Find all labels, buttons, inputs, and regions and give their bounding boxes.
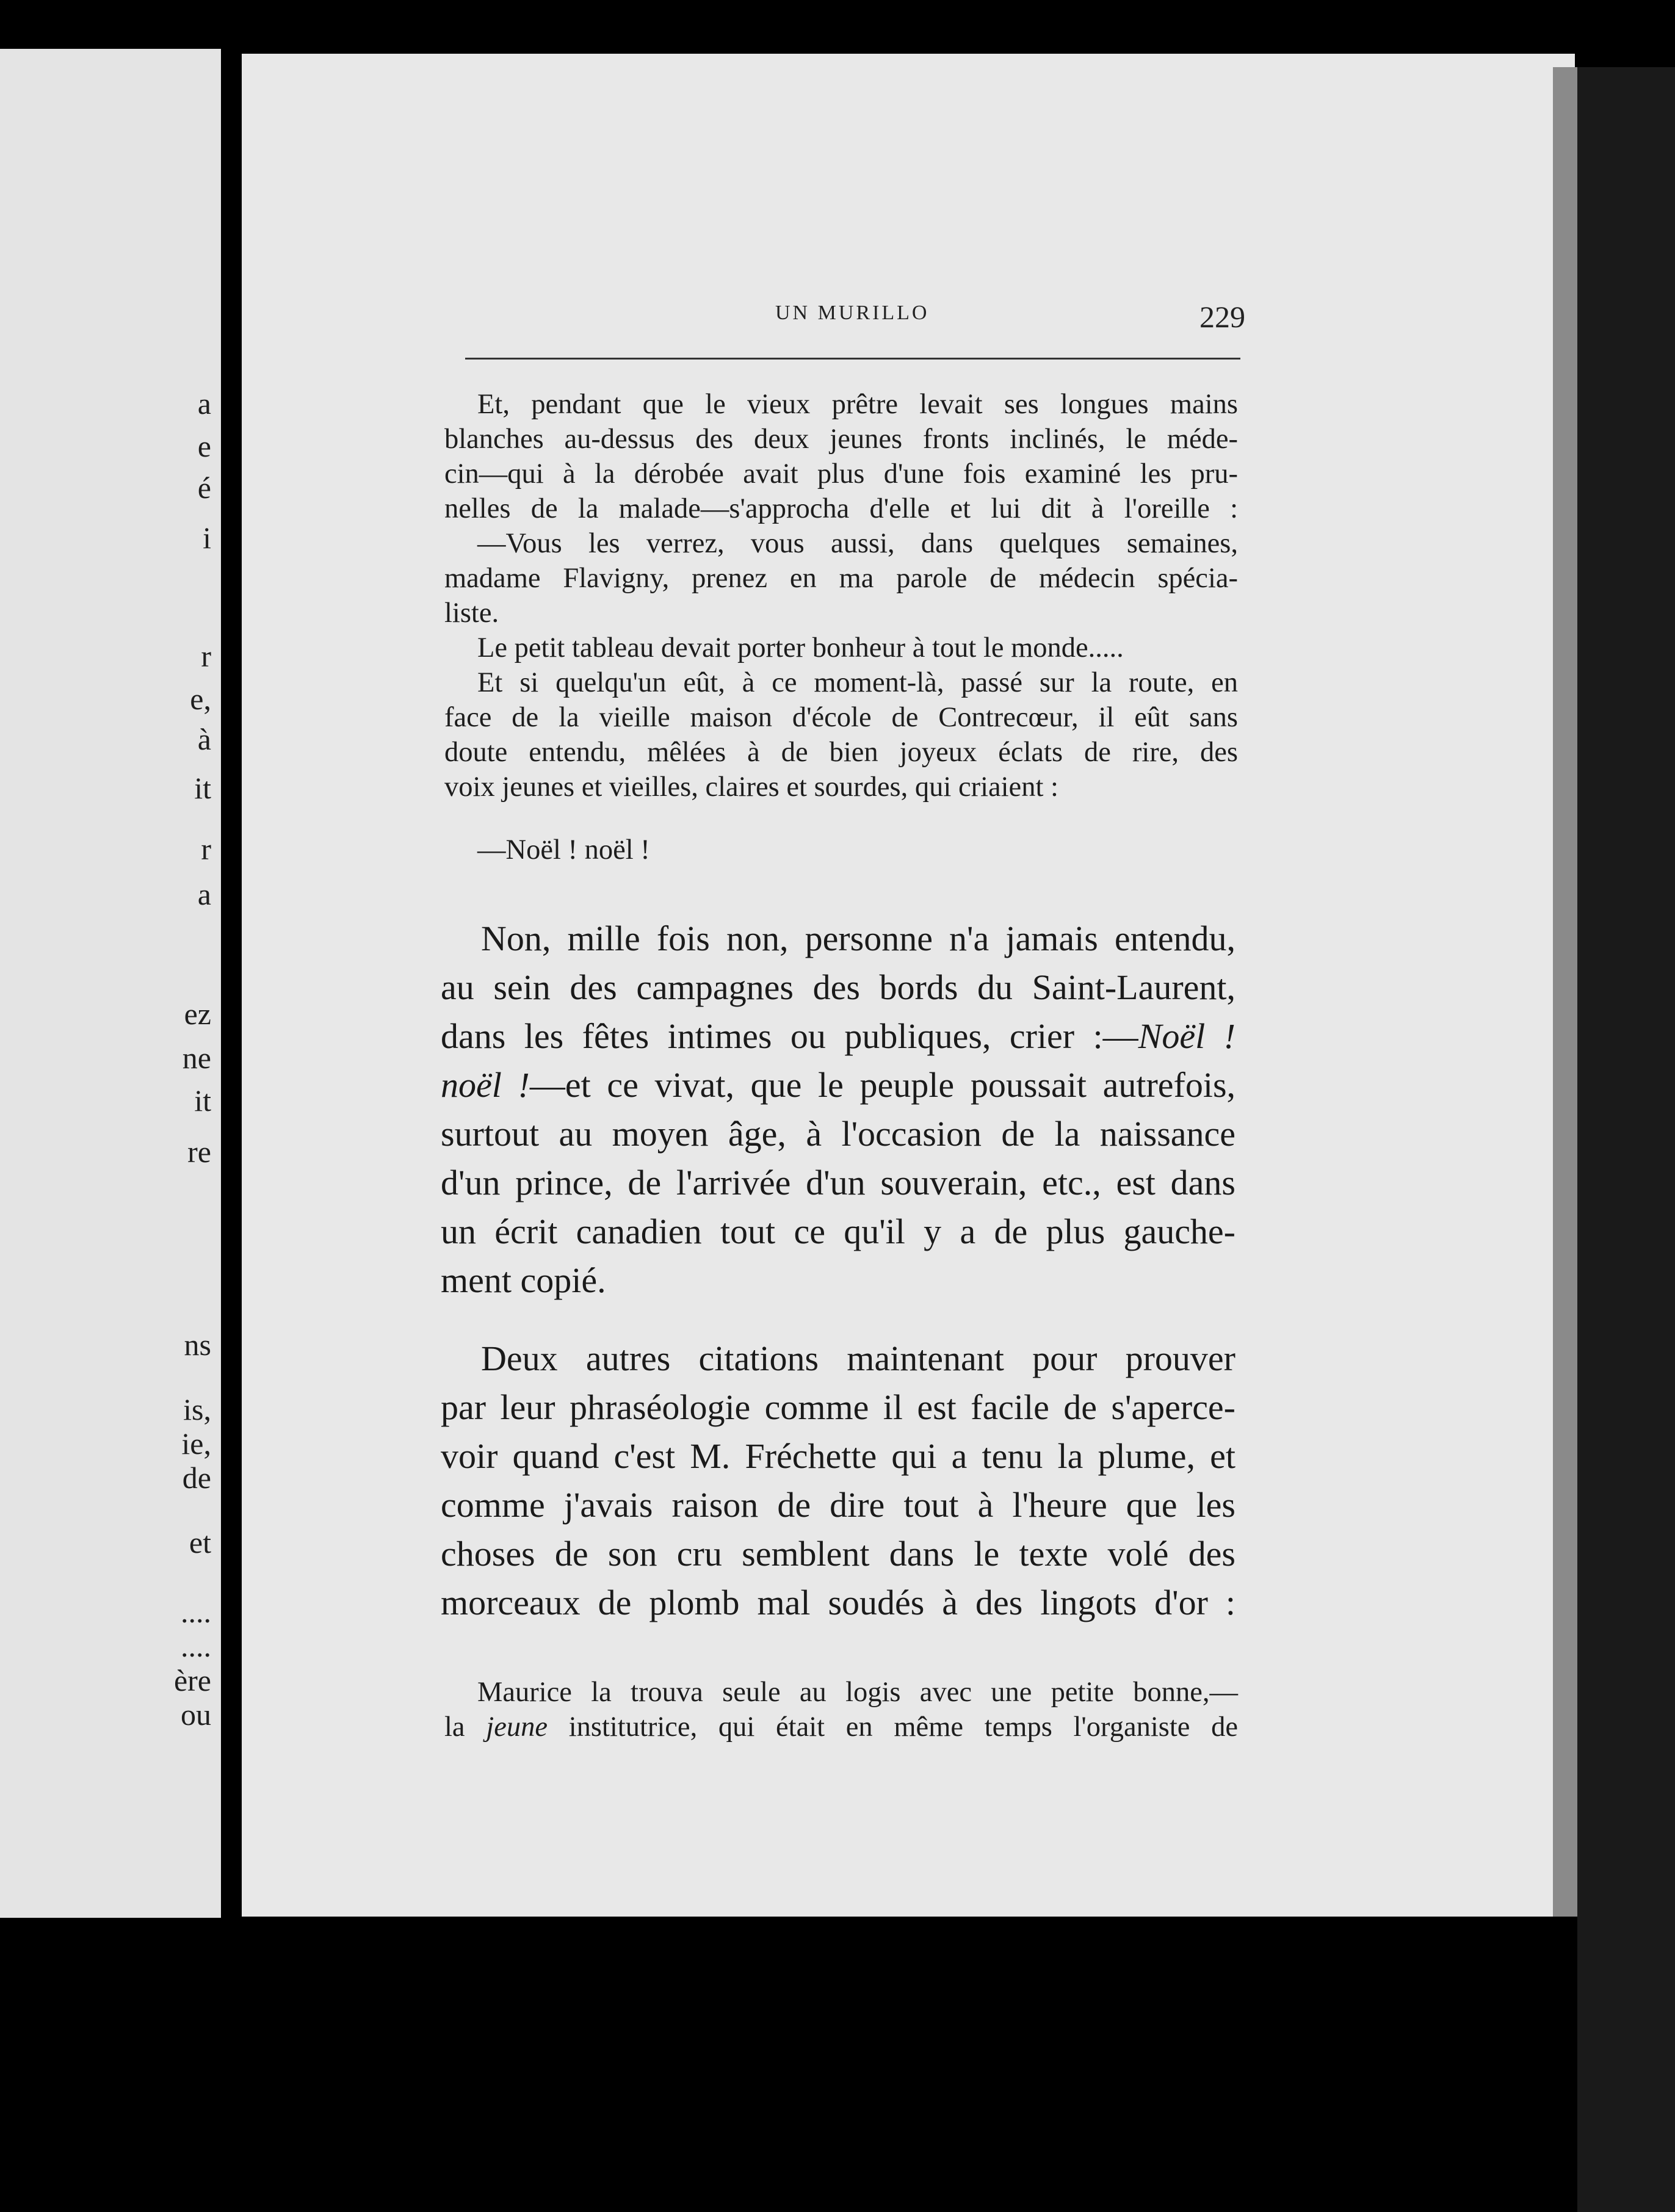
prev-page-fragment: ....	[181, 1595, 211, 1629]
page-edge-shadow	[1553, 67, 1577, 1917]
prev-page-fragment: et	[189, 1525, 211, 1560]
noel-exclamation: —Noël ! noël !	[477, 834, 650, 866]
prev-page-fragment: re	[187, 1135, 211, 1169]
body-paragraph-2	[441, 1334, 1235, 1627]
prev-page-fragment: a	[197, 877, 211, 911]
body-line: par leur phraséologie comme il est facile de s'aperce-	[441, 1387, 1235, 1427]
quoted-passage-2	[444, 1675, 1238, 1744]
body-line: Deux autres citations maintenant pour prouver	[481, 1339, 1235, 1378]
quote-line: Et, pendant que le vieux prêtre levait ses longues mains	[477, 389, 1238, 420]
quote-line: nelles de la malade—s'approcha d'elle et lui dit à l'oreille :	[444, 493, 1238, 524]
prev-page-fragment: de	[182, 1461, 211, 1495]
body-line: morceaux de plomb mal soudés à des lingots d'or :	[441, 1583, 1235, 1622]
prev-page-fragment: ne	[182, 1041, 211, 1075]
body-line: comme j'avais raison de dire tout à l'heure que les	[441, 1485, 1235, 1525]
prev-page-fragment: e,	[190, 682, 211, 716]
quote-line: liste.	[444, 598, 499, 629]
quote-text: la	[444, 1711, 487, 1743]
prev-page-fragment: it	[194, 1083, 211, 1118]
quote-line: voix jeunes et vieilles, claires et sourdes, qui criaient :	[444, 772, 1058, 803]
body-line-text: dans les fêtes intimes ou publiques, crier :—	[441, 1016, 1138, 1056]
quote-line: blanches au-dessus des deux jeunes fronts inclinés, le méde-	[444, 424, 1238, 455]
prev-page-fragment: ie,	[181, 1426, 211, 1461]
quote-line: madame Flavigny, prenez en ma parole de médecin spécia-	[444, 563, 1238, 594]
body-line: un écrit canadien tout ce qu'il y a de plus gauche-	[441, 1212, 1235, 1251]
body-line: ment copié.	[441, 1260, 606, 1300]
prev-page-fragment: e	[197, 429, 211, 463]
quote-italic: jeune	[486, 1711, 548, 1743]
quote-line: Et si quelqu'un eût, à ce moment-là, passé sur la route, en	[477, 667, 1238, 698]
body-line-italic: Noël !	[1138, 1016, 1235, 1056]
prev-page-fragment: r	[201, 639, 211, 673]
body-line: choses de son cru semblent dans le texte volé des	[441, 1534, 1235, 1574]
quote-line: Maurice la trouva seule au logis avec une petite bonne,—	[477, 1677, 1238, 1708]
prev-page-fragment: is,	[183, 1392, 211, 1426]
quote-line: —Vous les verrez, vous aussi, dans quelques semaines,	[477, 528, 1238, 559]
prev-page-fragment: é	[197, 471, 211, 505]
quoted-passage-1	[444, 387, 1238, 804]
quote-line: cin—qui à la dérobée avait plus d'une fois examiné les pru-	[444, 458, 1238, 490]
body-line: d'un prince, de l'arrivée d'un souverain, etc., est dans	[441, 1163, 1235, 1202]
binding-gutter	[1577, 67, 1675, 2212]
previous-page-edge	[0, 49, 221, 1918]
prev-page-fragment: ou	[181, 1697, 211, 1732]
quote-line: doute entendu, mêlées à de bien joyeux éclats de rire, des	[444, 737, 1238, 768]
quote-line: Le petit tableau devait porter bonheur à tout le monde.....	[477, 632, 1124, 663]
running-head-title: UN MURILLO	[775, 302, 930, 324]
body-line: au sein des campagnes des bords du Saint-Laurent,	[441, 967, 1235, 1007]
body-line: Non, mille fois non, personne n'a jamais entendu,	[481, 919, 1235, 958]
header-rule	[465, 358, 1240, 360]
prev-page-fragment: ère	[173, 1663, 211, 1697]
body-line: voir quand c'est M. Fréchette qui a tenu la plume, et	[441, 1436, 1235, 1476]
body-line	[441, 1061, 1235, 1110]
page-number: 229	[1199, 300, 1245, 334]
prev-page-fragment: à	[197, 722, 211, 756]
prev-page-fragment: ....	[181, 1629, 211, 1663]
prev-page-fragment: i	[203, 521, 211, 555]
prev-page-fragment: ns	[184, 1328, 211, 1362]
body-paragraph-1	[441, 914, 1235, 1305]
prev-page-fragment: r	[201, 832, 211, 866]
quote-line: face de la vieille maison d'école de Contrecœur, il eût sans	[444, 702, 1238, 733]
body-line	[441, 1012, 1235, 1061]
prev-page-fragment: ez	[184, 997, 211, 1031]
quote-text: institutrice, qui était en même temps l'organiste de	[547, 1711, 1239, 1743]
body-line: surtout au moyen âge, à l'occasion de la naissance	[441, 1114, 1235, 1154]
quote-line	[444, 1710, 1238, 1744]
prev-page-fragment: it	[194, 771, 211, 805]
prev-page-fragment: a	[197, 386, 211, 421]
body-line-text: —et ce vivat, que le peuple poussait autrefois,	[529, 1065, 1236, 1105]
body-line-italic: noël !	[441, 1065, 530, 1105]
